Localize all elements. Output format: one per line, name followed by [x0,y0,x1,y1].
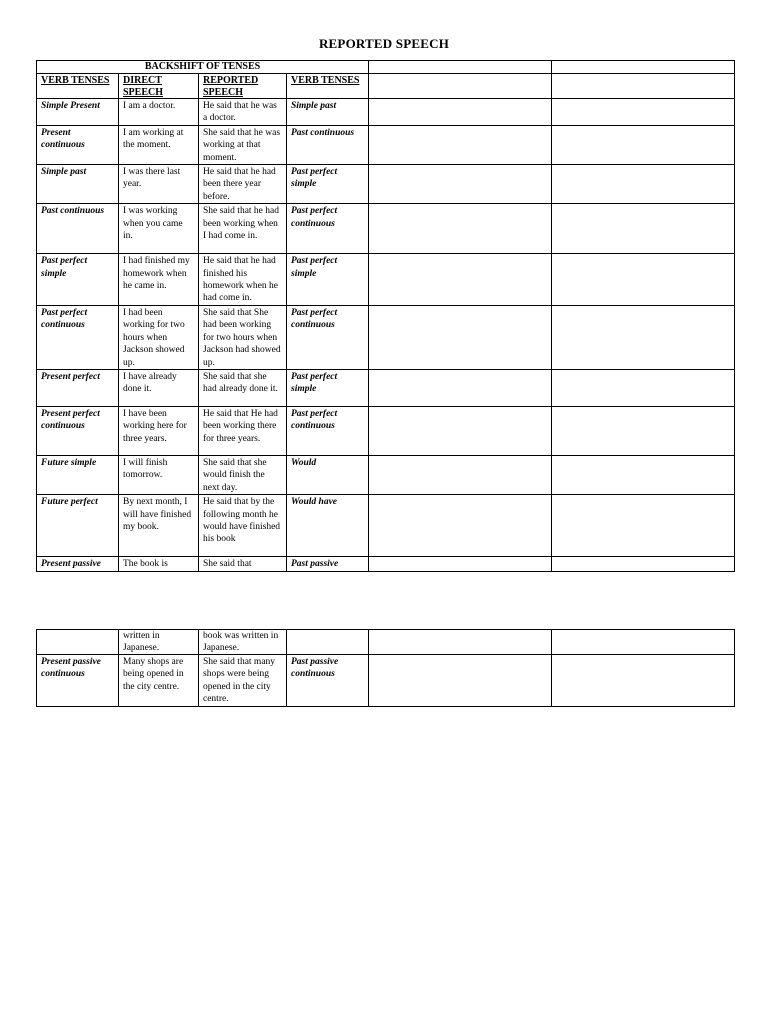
empty-cell [552,655,735,707]
empty-cell [369,406,552,455]
empty-cell [552,204,735,254]
tense-cell: Past continuous [37,204,119,254]
direct-speech-cell: I am working at the moment. [119,125,199,164]
backshift-table-continued [36,629,735,707]
new-tense-cell: Past perfect continuous [287,406,369,455]
new-tense-cell: Past perfect simple [287,369,369,406]
reported-speech-cell: He said that he was a doctor. [199,99,287,126]
empty-cell [369,630,552,655]
new-tense-cell: Past continuous [287,125,369,164]
table-row [37,254,735,306]
empty-cell [552,630,735,655]
table-caption: BACKSHIFT OF TENSES [37,61,369,74]
reported-speech-cell: book was written in Japanese. [199,630,287,655]
empty-cell [552,557,735,571]
tense-cell: Future perfect [37,495,119,557]
empty-cell [369,495,552,557]
direct-speech-cell: I will finish tomorrow. [119,455,199,494]
empty-cell [369,305,552,369]
empty-cell [369,204,552,254]
tense-cell: Present perfect [37,369,119,406]
reported-speech-cell: She said that She had been working for two hours when Jackson had showed up. [199,305,287,369]
header-direct-speech: DIRECT SPEECH [119,74,199,99]
direct-speech-cell: I had finished my homework when he came in. [119,254,199,306]
empty-cell [369,655,552,707]
empty-cell [552,369,735,406]
tense-cell: Present passive continuous [37,655,119,707]
tense-cell: Present perfect continuous [37,406,119,455]
table-row [37,165,735,204]
new-tense-cell: Would [287,455,369,494]
empty-cell [369,254,552,306]
new-tense-cell: Past passive [287,557,369,571]
new-tense-cell: Past perfect simple [287,254,369,306]
header-reported-speech: REPORTED SPEECH [199,74,287,99]
reported-speech-cell: She said that he was working at that moment. [199,125,287,164]
tense-cell: Past perfect continuous [37,305,119,369]
direct-speech-cell: written in Japanese. [119,630,199,655]
table-row [37,305,735,369]
direct-speech-cell: I was working when you came in. [119,204,199,254]
direct-speech-cell: By next month, I will have finished my book. [119,495,199,557]
reported-speech-cell: He said that he had been there year before. [199,165,287,204]
new-tense-cell: Simple past [287,99,369,126]
tense-cell: Past perfect simple [37,254,119,306]
new-tense-cell: Would have [287,495,369,557]
empty-cell [369,557,552,571]
empty-cell [552,305,735,369]
reported-speech-cell: He said that he had finished his homework when he had come in. [199,254,287,306]
table-row [37,495,735,557]
direct-speech-cell: I am a doctor. [119,99,199,126]
empty-cell [369,165,552,204]
reported-speech-cell: She said that he had been working when I had come in. [199,204,287,254]
empty-cell [552,99,735,126]
reported-speech-cell: She said that [199,557,287,571]
empty-cell [552,61,735,74]
reported-speech-cell: He said that by the following month he would have finished his book [199,495,287,557]
tense-cell: Future simple [37,455,119,494]
empty-cell [369,455,552,494]
reported-speech-cell: She said that she would finish the next day. [199,455,287,494]
table-row [37,655,735,707]
table-row [37,369,735,406]
table-row [37,204,735,254]
empty-cell [369,74,552,99]
tense-cell [37,630,119,655]
empty-cell [552,406,735,455]
header-verb-tenses: VERB TENSES [37,74,119,99]
tense-cell: Present passive [37,557,119,571]
tense-cell: Present continuous [37,125,119,164]
new-tense-cell: Past perfect continuous [287,204,369,254]
table-row [37,125,735,164]
header-new-verb-tenses: VERB TENSES [287,74,369,99]
table-row [37,630,735,655]
empty-cell [369,61,552,74]
tense-cell: Simple past [37,165,119,204]
direct-speech-cell: I have been working here for three years. [119,406,199,455]
tense-cell: Simple Present [37,99,119,126]
table-row [37,99,735,126]
empty-cell [369,99,552,126]
backshift-table [36,60,735,572]
reported-speech-cell: She said that many shops were being opened in the city centre. [199,655,287,707]
direct-speech-cell: I was there last year. [119,165,199,204]
reported-speech-cell: She said that she had already done it. [199,369,287,406]
reported-speech-cell: He said that He had been working there for three years. [199,406,287,455]
table-row [37,406,735,455]
new-tense-cell: Past perfect simple [287,165,369,204]
table-row [37,557,735,571]
empty-cell [552,455,735,494]
direct-speech-cell: I have already done it. [119,369,199,406]
empty-cell [552,254,735,306]
empty-cell [552,125,735,164]
direct-speech-cell: I had been working for two hours when Jackson showed up. [119,305,199,369]
empty-cell [552,74,735,99]
new-tense-cell: Past perfect continuous [287,305,369,369]
page-title: REPORTED SPEECH [318,36,450,51]
empty-cell [552,165,735,204]
table-row [37,455,735,494]
new-tense-cell: Past passive continuous [287,655,369,707]
empty-cell [552,495,735,557]
direct-speech-cell: The book is [119,557,199,571]
empty-cell [369,369,552,406]
empty-cell [369,125,552,164]
direct-speech-cell: Many shops are being opened in the city centre. [119,655,199,707]
new-tense-cell [287,630,369,655]
